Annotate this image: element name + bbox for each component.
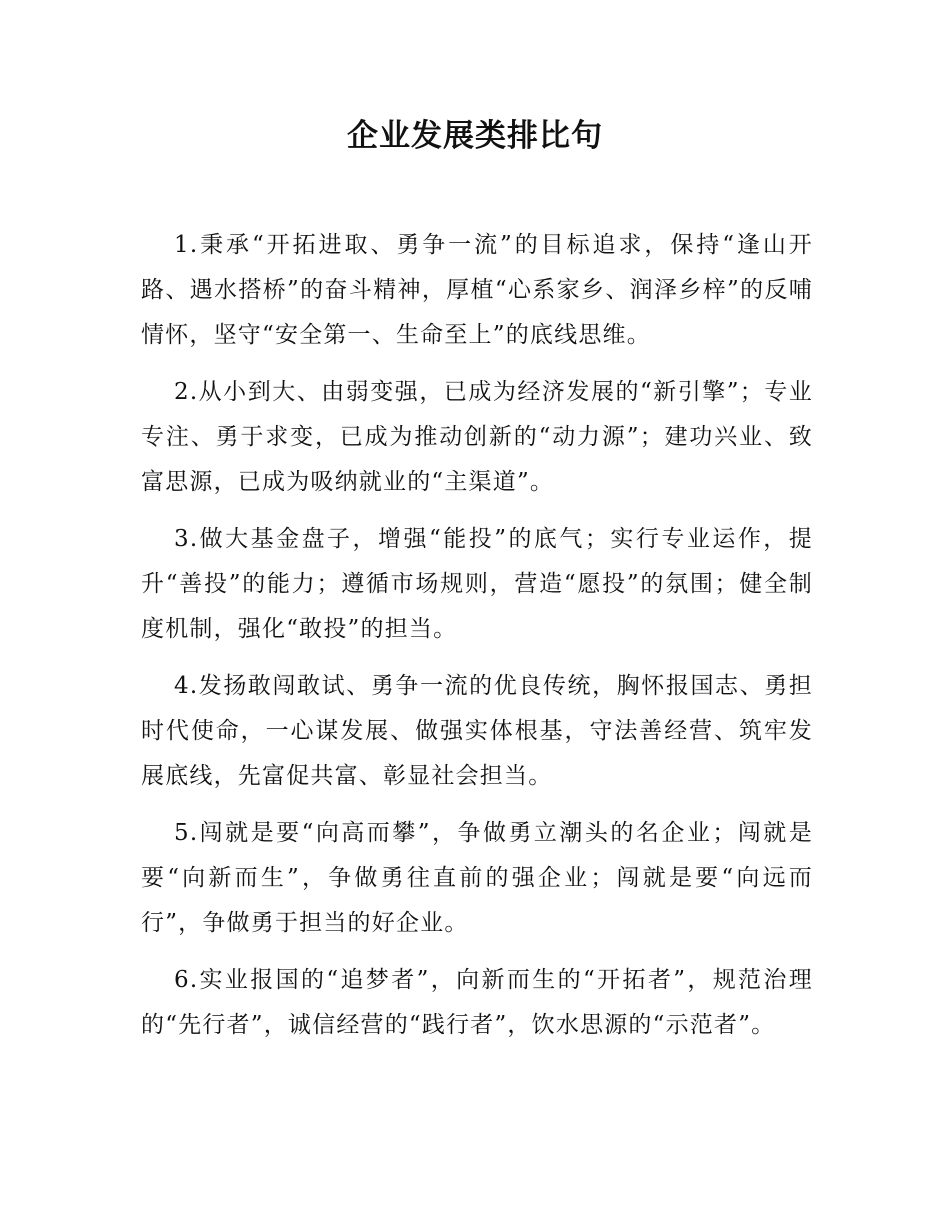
document-body: [141, 223, 813, 1060]
paragraph-3: 3.做大基金盘子，增强“能投”的底气；实行专业运作，提升“善投”的能力；遵循市场规则，营造“愿投”的氛围；健全制度机制，强化“敢投”的担当。: [141, 526, 813, 642]
paragraph-1: 1.秉承“开拓进取、勇争一流”的目标追求，保持“逢山开路、遇水搭桥”的奋斗精神，厚植“心系家乡、润泽乡梓”的反哺情怀，坚守“安全第一、生命至上”的底线思维。: [141, 232, 813, 348]
document-title: 企业发展类排比句: [347, 118, 603, 154]
paragraph-4: 4.发扬敢闯敢试、勇争一流的优良传统，胸怀报国志、勇担时代使命，一心谋发展、做强实体根基，守法善经营、筑牢发展底线，先富促共富、彰显社会担当。: [141, 673, 813, 789]
paragraph-2: 2.从小到大、由弱变强，已成为经济发展的“新引擎”；专业专注、勇于求变，已成为推动创新的“动力源”；建功兴业、致富思源，已成为吸纳就业的“主渠道”。: [141, 379, 813, 495]
paragraph-5: 5.闯就是要“向高而攀”，争做勇立潮头的名企业；闯就是要“向新而生”，争做勇往直前的强企业；闯就是要“向远而行”，争做勇于担当的好企业。: [141, 820, 813, 936]
paragraph-6: 6.实业报国的“追梦者”，向新而生的“开拓者”，规范治理的“先行者”，诚信经营的“践行者”，饮水思源的“示范者”。: [141, 967, 813, 1038]
